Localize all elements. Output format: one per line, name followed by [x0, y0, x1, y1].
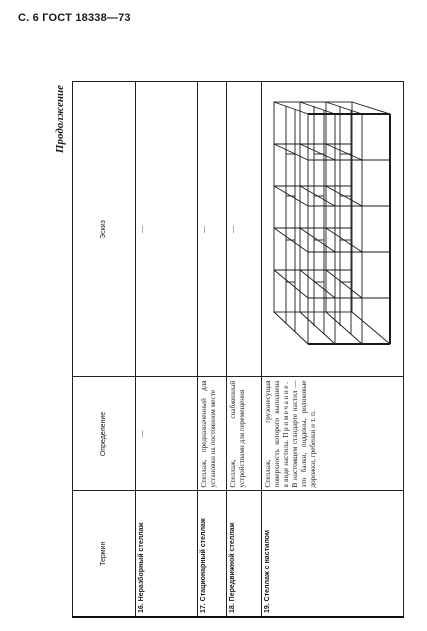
column-header-definition: Определение [73, 377, 136, 491]
continuation-label: Продолжение [54, 85, 66, 154]
definition-cell: Стеллаж, снабженный устройствами для перемещения [227, 377, 262, 491]
term-cell: 19. Стеллаж с настилом [262, 491, 404, 617]
table-row [198, 82, 227, 617]
table-row [136, 82, 198, 617]
rack-sketch [264, 87, 398, 372]
column-header-term: Термин [73, 491, 136, 617]
table-header-row [73, 82, 136, 617]
definition-cell: Стеллаж, предназначенный для установки на постоянном месте [198, 377, 227, 491]
term-cell: 16. Неразборный стеллаж [136, 491, 198, 617]
term-cell: 17. Стационарный стеллаж [198, 491, 227, 617]
rotated-table-block [54, 83, 410, 618]
definition-text: Стеллаж, грузонесущая поверхность которого выполнена в виде настила. [264, 380, 290, 488]
sketch-cell: — [198, 82, 227, 377]
sketch-cell: — [227, 82, 262, 377]
note-label: Примечание. [282, 380, 290, 438]
term-cell: 18. Передвижной стеллаж [227, 491, 262, 617]
definition-cell [262, 377, 404, 491]
table-row [262, 82, 404, 617]
sketch-cell [262, 82, 404, 377]
terms-table [72, 82, 404, 619]
page-header: С. 6 ГОСТ 18338—73 [18, 12, 131, 24]
column-header-sketch: Эскиз [73, 82, 136, 377]
definition-cell: — [136, 377, 198, 491]
note-text: В настоящем стандарте настил — это балки, поддоны, роликовые дорожки, гребенки и т. п. [291, 380, 317, 488]
table-row [227, 82, 262, 617]
sketch-cell: — [136, 82, 198, 377]
